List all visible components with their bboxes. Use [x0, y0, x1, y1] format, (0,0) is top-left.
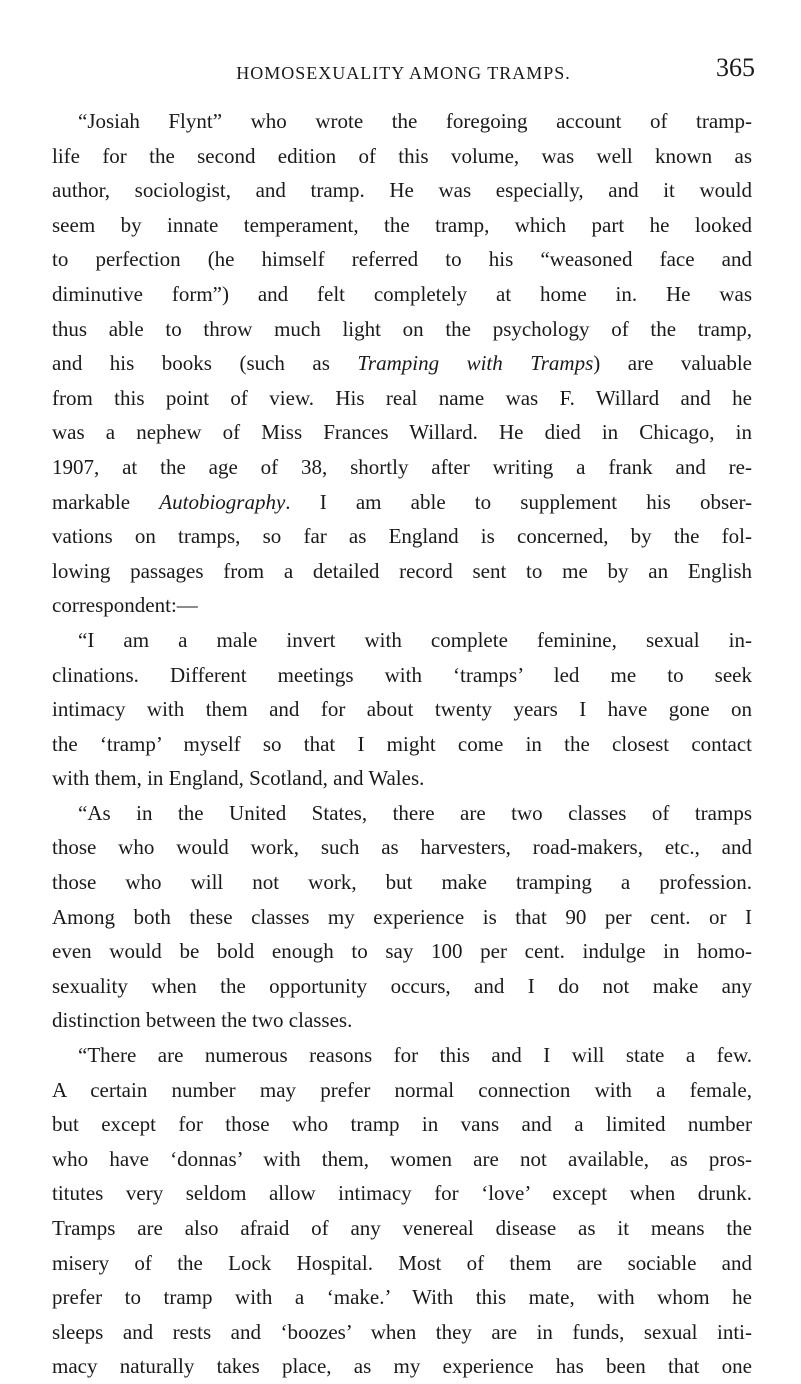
text-line: life for the second edition of this volume, was well known as — [52, 143, 752, 168]
text-line: misery of the Lock Hospital. Most of them are sociable and — [52, 1250, 752, 1275]
page-number: 365 — [716, 53, 755, 82]
text-line: macy naturally takes place, as my experience has been that one — [52, 1354, 752, 1379]
text-line: even would be bold enough to say 100 per cent. indulge in homo- — [52, 939, 752, 964]
paragraph — [52, 104, 752, 623]
running-title: HOMOSEXUALITY AMONG TRAMPS. — [236, 63, 571, 83]
text-line: markable Autobiography. I am able to supplement his obser- — [52, 489, 753, 514]
text-line: lowing passages from a detailed record sent to me by an English — [52, 558, 752, 583]
text-line: Tramps are also afraid of any venereal disease as it means the — [52, 1216, 752, 1240]
text-line: “Josiah Flynt” who wrote the foregoing account of tramp- — [78, 109, 752, 133]
text-line: “There are numerous reasons for this and I will state a few. — [78, 1043, 752, 1068]
text-line: clinations. Different meetings with ‘tramps’ led me to seek — [52, 662, 752, 687]
text-line: to perfection (he himself referred to his “weasoned face and — [52, 247, 752, 272]
text-line: correspondent:— — [52, 593, 198, 618]
paragraph — [52, 623, 752, 796]
text-line: sexuality when the opportunity occurs, and I do not make any — [52, 973, 752, 998]
text-line: author, sociologist, and tramp. He was especially, and it would — [52, 178, 752, 203]
text-line: diminutive form”) and felt completely at home in. He was — [52, 281, 752, 306]
text-line: Among both these classes my experience is that 90 per cent. or I — [52, 904, 752, 929]
text-line: those who would work, such as harvesters, road-makers, etc., and — [52, 835, 752, 860]
text-line: 1907, at the age of 38, shortly after writing a frank and re- — [52, 454, 752, 479]
text-line: vations on tramps, so far as England is concerned, by the fol- — [52, 524, 752, 549]
italic-title: Tramping with Tramps — [357, 351, 594, 376]
paragraph — [52, 796, 752, 1038]
text-line: sleeps and rests and ‘boozes’ when they are in funds, sexual inti- — [52, 1319, 752, 1344]
text-line: but except for those who tramp in vans and a limited number — [52, 1112, 752, 1137]
italic-title: Autobiography — [159, 489, 286, 514]
text-line: with them, in England, Scotland, and Wales. — [52, 766, 425, 791]
text-line: those who will not work, but make tramping a profession. — [52, 870, 752, 895]
text-line: seem by innate temperament, the tramp, which part he looked — [52, 212, 752, 237]
text-line: thus able to throw much light on the psychology of the tramp, — [52, 316, 752, 341]
text-line: from this point of view. His real name was F. Willard and he — [52, 385, 752, 410]
running-head — [52, 53, 755, 88]
text-line: and his books (such as Tramping with Tramps) are valuable — [52, 351, 753, 376]
body-text — [52, 104, 752, 1384]
text-line: titutes very seldom allow intimacy for ‘love’ except when drunk. — [52, 1181, 752, 1206]
text-line: prefer to tramp with a ‘make.’ With this mate, with whom he — [52, 1285, 752, 1310]
text-line: the ‘tramp’ myself so that I might come in the closest contact — [52, 731, 752, 756]
text-line: distinction between the two classes. — [52, 1008, 353, 1033]
paragraph — [52, 1038, 752, 1384]
text-line: intimacy with them and for about twenty years I have gone on — [52, 697, 752, 722]
text-line: “As in the United States, there are two classes of tramps — [78, 800, 752, 825]
text-line: “I am a male invert with complete feminine, sexual in- — [78, 627, 752, 652]
text-line: was a nephew of Miss Frances Willard. He died in Chicago, in — [52, 420, 752, 445]
text-line: A certain number may prefer normal connection with a female, — [52, 1077, 752, 1102]
text-line: who have ‘donnas’ with them, women are not available, as pros- — [52, 1146, 752, 1171]
